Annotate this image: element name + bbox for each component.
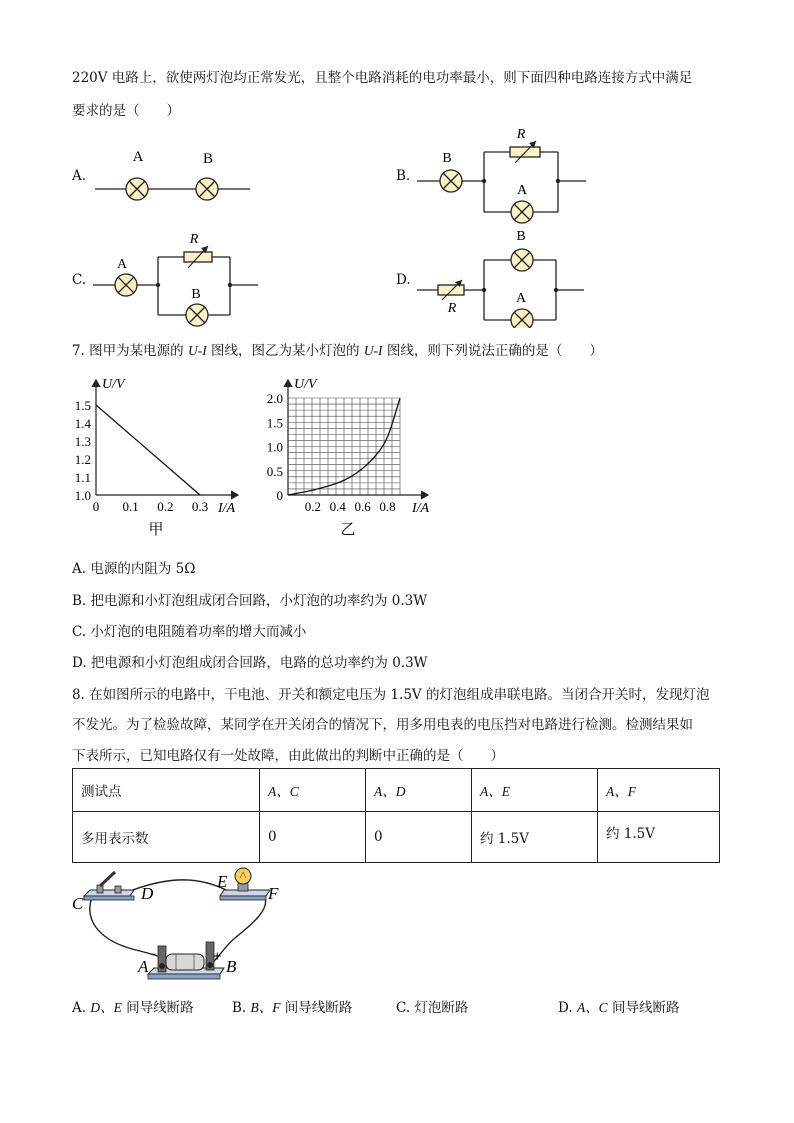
table-cell: A、D	[366, 769, 472, 812]
resistor-label: R	[447, 301, 457, 316]
chart-caption: 乙	[340, 522, 356, 538]
q6-option-d-letter: D.	[396, 272, 411, 288]
x-tick-label: 0.3	[191, 499, 209, 514]
resistor-label: R	[189, 232, 199, 247]
q6-circuit-a	[90, 140, 260, 210]
point-a-label: A	[138, 957, 149, 976]
q8-option-c: C. 灯泡断路	[396, 1000, 469, 1016]
resistor-label: R	[516, 127, 526, 142]
chart-jia	[70, 370, 250, 545]
variable-resistor-icon	[438, 280, 464, 300]
point-e-label: E	[217, 872, 228, 891]
table-row	[73, 769, 720, 812]
lamp-icon	[196, 178, 218, 200]
y-axis-label: U/V	[294, 377, 317, 392]
table-cell: A、E	[472, 769, 598, 812]
q7-option-b: B. 把电源和小灯泡组成闭合回路，小灯泡的功率约为 0.3W	[72, 593, 428, 609]
q6-option-c-letter: C.	[72, 272, 87, 288]
point-c-label: C	[72, 894, 84, 913]
q8-stem-line1: 8. 在如图所示的电路中，干电池、开关和额定电压为 1.5V 的灯泡组成串联电路。当闭合开关时，发现灯泡	[72, 687, 710, 703]
y-tick-label: 1.1	[74, 470, 91, 485]
lamp-b-label: B	[516, 229, 526, 244]
q8-circuit-figure	[70, 866, 290, 984]
table-row	[73, 812, 720, 863]
x-tick-label: 0.6	[354, 499, 371, 514]
lamp-a-label: A	[116, 257, 128, 272]
lamp-a-label: A	[132, 149, 144, 165]
y-tick-label: 1.4	[74, 416, 91, 431]
q7-stem: 7. 图甲为某电源的 U-I 图线，图乙为某小灯泡的 U-I 图线，则下列说法正确的是（ ）	[72, 343, 603, 359]
table-cell: A、C	[260, 769, 366, 812]
table-cell: 约 1.5V	[598, 812, 720, 863]
x-tick-label: 0.2	[304, 499, 322, 514]
y-tick-label: 1.0	[74, 488, 91, 503]
chart-caption: 甲	[148, 522, 164, 538]
table-cell: 多用表示数	[73, 812, 260, 863]
x-tick-label: 0.4	[329, 499, 346, 514]
variable-resistor-icon	[184, 246, 212, 268]
q6-option-b-letter: B.	[396, 168, 411, 184]
lamp-a-label: A	[515, 291, 527, 306]
y-tick-label: 0	[276, 488, 283, 503]
minus-sign: -	[151, 946, 156, 962]
table-cell: 0	[260, 812, 366, 863]
q6-stem-line1: 220V 电路上，欲使两灯泡均正常发光，且整个电路消耗的电功率最小，则下面四种电路连接方式中满足	[72, 70, 693, 86]
lamp-b-label: B	[442, 151, 452, 166]
table-cell: 测试点	[73, 769, 260, 812]
x-tick-label: 0.1	[122, 499, 139, 514]
q7-option-d: D. 把电源和小灯泡组成闭合回路，电路的总功率约为 0.3W	[72, 655, 428, 671]
lamp-icon	[511, 309, 533, 328]
table-cell: A、F	[598, 769, 720, 812]
series-line	[96, 405, 200, 495]
y-axis-label: U/V	[102, 377, 125, 392]
lamp-a-label: A	[516, 183, 528, 198]
x-axis-label: I/A	[412, 501, 430, 516]
plus-sign: +	[213, 949, 222, 965]
switch-icon	[84, 872, 134, 900]
q7-option-c: C. 小灯泡的电阻随着功率的增大而减小	[72, 624, 307, 640]
q8-option-b: B. B、F 间导线断路	[232, 1000, 353, 1016]
x-axis-label: I/A	[218, 501, 236, 516]
point-b-label: B	[226, 957, 237, 976]
q7-option-a: A. 电源的内阻为 5Ω	[72, 561, 196, 577]
table-cell: 0	[366, 812, 472, 863]
q6-option-a-letter: A.	[72, 168, 87, 184]
table-cell: 约 1.5V	[472, 812, 598, 863]
chart-yi	[258, 370, 438, 545]
y-tick-label: 2.0	[266, 391, 283, 406]
lamp-icon	[186, 304, 208, 326]
y-tick-label: 1.2	[74, 452, 91, 467]
q8-stem-line2: 不发光。为了检验故障，某同学在开关闭合的情况下，用多用电表的电压挡对电路进行检测。检测结果如	[72, 717, 693, 733]
lamp-icon	[511, 201, 533, 223]
q6-circuit-b	[412, 124, 592, 224]
lamp-b-label: B	[202, 151, 214, 167]
point-d-label: D	[141, 884, 154, 903]
point-f-label: F	[268, 884, 279, 903]
q6-stem-line2: 要求的是（ ）	[72, 103, 180, 119]
q6-circuit-d	[412, 224, 592, 328]
y-tick-label: 1.0	[266, 439, 283, 455]
q6-circuit-c	[88, 228, 268, 328]
x-tick-label: 0	[92, 499, 100, 514]
x-tick-label: 0.8	[379, 499, 396, 514]
q8-stem-line3: 下表所示，已知电路仅有一处故障，由此做出的判断中正确的是（ ）	[72, 748, 504, 764]
lamp-icon	[126, 178, 148, 200]
q8-option-d: D. A、C 间导线断路	[558, 1000, 680, 1016]
q8-option-a: A. D、E 间导线断路	[72, 1000, 194, 1016]
results-table	[72, 768, 720, 863]
y-tick-label: 1.5	[266, 415, 283, 431]
y-tick-label: 1.3	[74, 434, 91, 449]
x-tick-label: 0.2	[157, 499, 174, 514]
y-tick-label: 0.5	[266, 463, 283, 479]
lamp-icon	[115, 274, 137, 296]
lamp-b-label: B	[191, 287, 201, 302]
y-tick-label: 1.5	[74, 398, 91, 413]
lamp-icon	[511, 249, 533, 271]
bulb-icon	[220, 868, 270, 900]
variable-resistor-icon	[510, 141, 540, 163]
lamp-icon	[440, 170, 462, 192]
